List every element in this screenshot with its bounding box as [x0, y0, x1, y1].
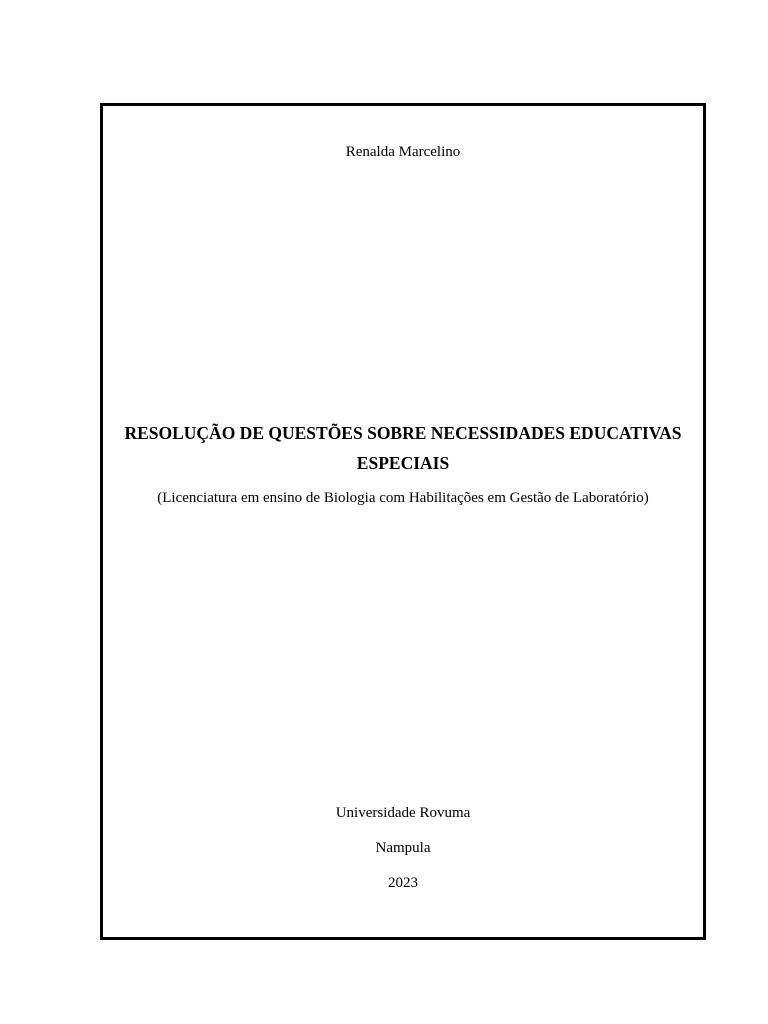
cover-page-border: [100, 103, 706, 940]
document-title-line-1: RESOLUÇÃO DE QUESTÕES SOBRE NECESSIDADES EDUCATIVAS: [124, 423, 682, 443]
city-name: Nampula: [375, 840, 431, 856]
publication-year: 2023: [388, 875, 418, 891]
author-name: Renalda Marcelino: [345, 144, 461, 160]
document-title: [103, 418, 703, 478]
course-subtitle: (Licenciatura em ensino de Biologia com Habilitações em Gestão de Laboratório): [157, 490, 649, 506]
document-title-line-2: ESPECIAIS: [356, 453, 450, 473]
institution-name: Universidade Rovuma: [335, 805, 471, 821]
